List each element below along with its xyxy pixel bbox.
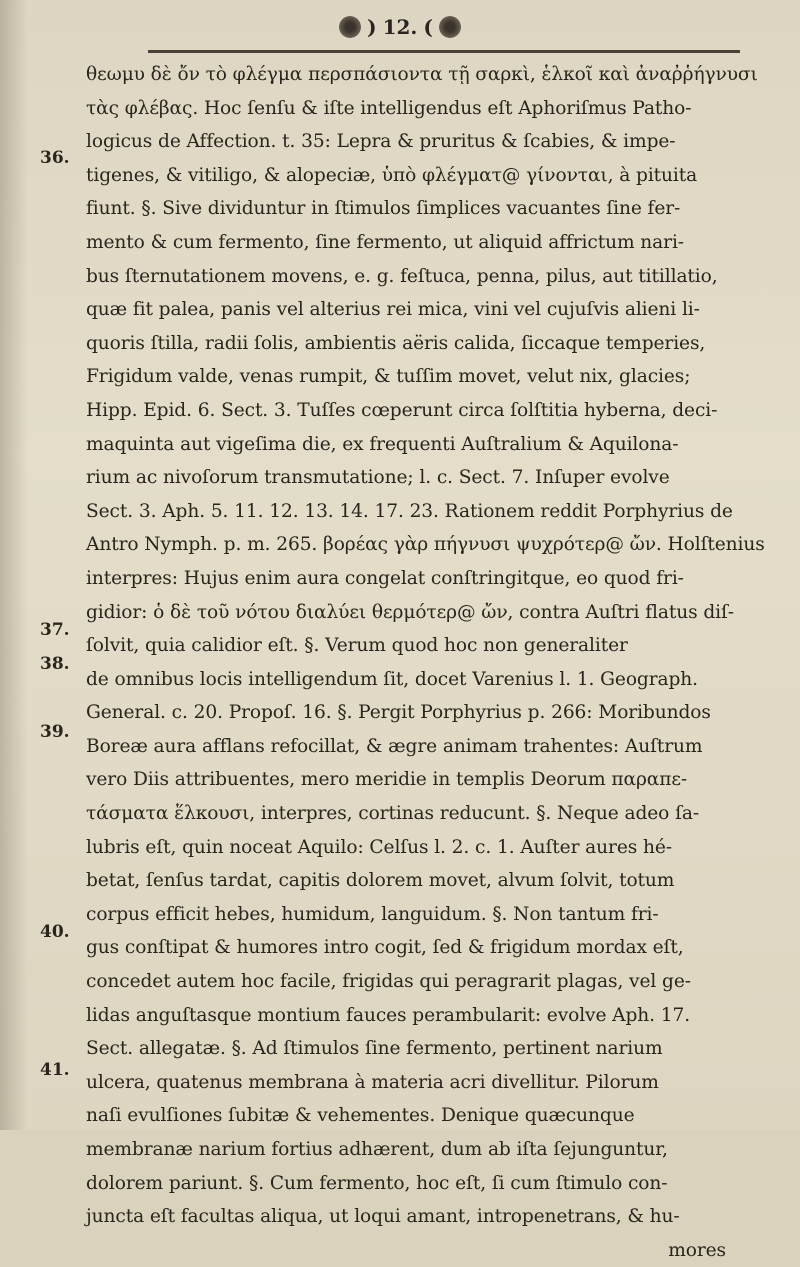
text-line: lubris eſt, quin noceat Aquilo: Celſus l. 2. c. 1. Auſter aures hé- (86, 836, 672, 858)
margin-number: 40. (40, 922, 70, 942)
page-number: 12. (382, 15, 418, 39)
text-line: Sect. 3. Aph. 5. 11. 12. 13. 14. 17. 23. Rationem reddit Porphyrius de (86, 500, 733, 522)
header-rule (148, 50, 740, 53)
text-line: interpres: Hujus enim aura congelat conſtringitque, eo quod fri- (86, 567, 684, 589)
text-line: quoris ſtilla, radii ſolis, ambientis aëris calida, ſiccaque temperies, (86, 332, 706, 354)
page-header (0, 10, 800, 44)
page-number-close-paren: ( (423, 15, 433, 39)
text-line: quæ fit palea, panis vel alterius rei mica, vini vel cujuſvis alieni li- (86, 299, 700, 321)
text-line: Frigidum valde, venas rumpit, & tuſſim movet, velut nix, glacies; (86, 366, 691, 388)
text-line: General. c. 20. Propoſ. 16. §. Pergit Porphyrius p. 266: Moribundos (86, 702, 711, 724)
catchword: mores (668, 1239, 726, 1261)
text-line: lidas anguſtasque montium fauces perambularit: evolve Aph. 17. (86, 1004, 691, 1026)
ornament-left-icon (339, 16, 361, 38)
text-line: ulcera, quatenus membrana à materia acri divellitur. Pilorum (86, 1071, 659, 1093)
text-line: Antro Nymph. p. m. 265. βορέας γὰρ πήγνυσι ψυχρότερ@ ὤν. Holſtenius (86, 534, 765, 556)
text-line: membranæ narium fortius adhærent, dum ab iſta ſejunguntur, (86, 1139, 668, 1160)
text-line: mento & cum fermento, ſine fermento, ut aliquid affrictum nari- (86, 231, 684, 253)
text-line: ſolvit, quia calidior eſt. §. Verum quod hoc non generaliter (86, 635, 628, 657)
margin-number: 37. (40, 620, 70, 640)
page-number-group (339, 15, 461, 39)
text-line: maquinta aut vigeſima die, ex frequenti Auſtralium & Aquilona- (86, 433, 679, 455)
text-line: dolorem pariunt. §. Cum fermento, hoc eſt, ſi cum ſtimulo con- (86, 1172, 668, 1194)
text-line: naſi evulſiones ſubitæ & vehementes. Denique quæcunque (86, 1105, 635, 1127)
text-line: betat, ſenſus tardat, capitis dolorem movet, alvum ſolvit, totum (86, 870, 675, 892)
page-spine-shadow (0, 0, 28, 1130)
text-line: vero Diis attribuentes, mero meridie in templis Deorum παραπε- (86, 769, 688, 791)
text-line: concedet autem hoc facile, frigidas qui peragrarit plagas, vel ge- (86, 971, 691, 993)
text-line: Hipp. Epid. 6. Sect. 3. Tuſſes cœperunt circa ſolſtitia hyberna, deci- (86, 399, 718, 421)
text-line: τὰς φλέβας. Hoc ſenſu & iſte intelligendus eſt Aphoriſmus Patho- (86, 97, 692, 119)
text-line: Sect. allegatæ. §. Ad ſtimulos ſine fermento, pertinent narium (86, 1038, 663, 1060)
text-line: gus conſtipat & humores intro cogit, ſed & frigidum mordax eſt, (86, 937, 684, 959)
text-line: τάσματα ἕλκουσι, interpres, cortinas reducunt. §. Neque adeo ſa- (86, 803, 700, 825)
text-line: gidior: ὁ δὲ τοῦ νότου διαλύει θερμότερ@ ὤν, contra Auſtri flatus diſ- (86, 601, 734, 623)
ornament-right-icon (439, 16, 461, 38)
text-line: corpus efficit hebes, humidum, languidum. §. Non tantum fri- (86, 903, 659, 925)
text-line: fiunt. §. Sive dividuntur in ſtimulos ſimplices vacuantes ſine fer- (86, 198, 681, 220)
margin-number: 38. (40, 654, 70, 674)
text-line: bus ſternutationem movens, e. g. feſtuca, penna, pilus, aut titillatio, (86, 265, 718, 287)
text-line: juncta eſt facultas aliqua, ut loqui amant, intropenetrans, & hu- (86, 1206, 680, 1228)
margin-number: 39. (40, 722, 70, 742)
text-line: Boreæ aura afflans refocillat, & ægre animam trahentes: Auſtrum (86, 735, 703, 757)
page-number-open-paren: ) (367, 15, 377, 39)
margin-number: 36. (40, 148, 70, 168)
text-line: tigenes, & vitiligo, & alopeciæ, ὑπὸ φλέγματ@ γίνονται, à pituita (86, 164, 698, 186)
body-text (86, 58, 765, 1267)
text-line: θεωμυ δὲ ὄν τὸ φλέγμα περσπάσιοντα τῇ σαρκὶ, ἑλκοῖ καὶ ἀναῤῥήγνυσι (86, 64, 758, 85)
margin-number: 41. (40, 1060, 70, 1080)
text-line: rium ac nivoſorum transmutatione; l. c. Sect. 7. Inſuper evolve (86, 467, 670, 489)
text-line: logicus de Affection. t. 35: Lepra & pruritus & ſcabies, & impe- (86, 131, 676, 153)
text-line: de omnibus locis intelligendum ſit, docet Varenius l. 1. Geograph. (86, 668, 698, 690)
